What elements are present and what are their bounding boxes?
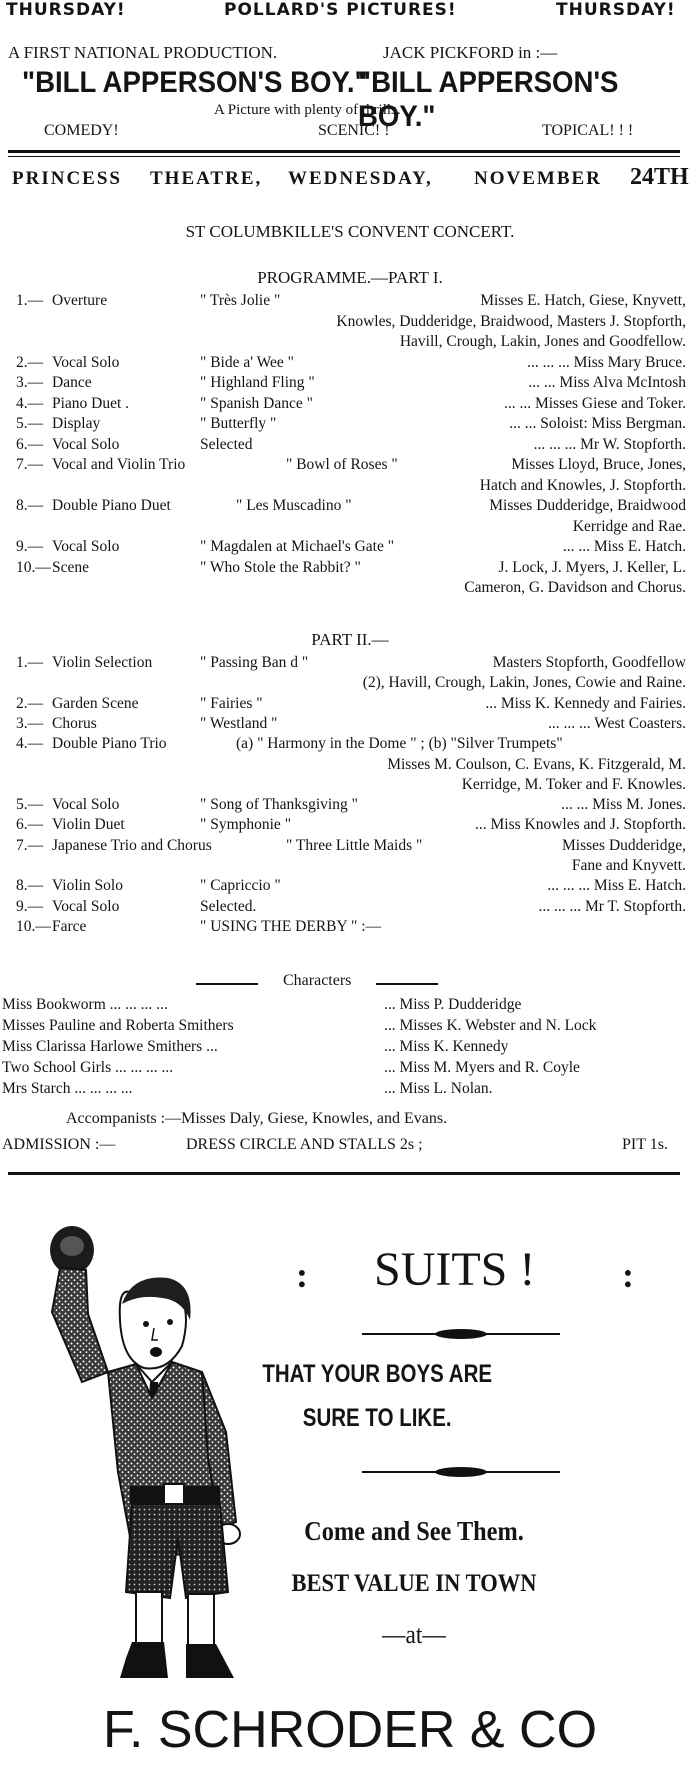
programme-item: Vocal and Violin Trio bbox=[52, 456, 186, 473]
programme-number: 8.— bbox=[16, 497, 44, 514]
pollards-production: A FIRST NATIONAL PRODUCTION. bbox=[8, 43, 278, 62]
programme-row bbox=[0, 756, 700, 778]
programme-row bbox=[0, 477, 700, 499]
colon-right: : bbox=[622, 1255, 634, 1295]
programme-performers: ... ... ... Mr W. Stopforth. bbox=[533, 435, 686, 453]
programme-piece: " USING THE DERBY " :— bbox=[200, 917, 382, 935]
programme-piece: " Fairies " bbox=[200, 694, 263, 712]
character-actor: ... Miss M. Myers and R. Coyle bbox=[384, 1059, 580, 1076]
suits-line-2 bbox=[0, 1404, 700, 1433]
programme-piece: " Highland Fling " bbox=[200, 374, 315, 391]
firm-name: F. SCHRODER & CO bbox=[102, 1701, 598, 1759]
programme-row bbox=[0, 918, 700, 940]
accompanists: Accompanists :—Misses Daly, Giese, Knowles, and Evans. bbox=[66, 1110, 448, 1127]
programme-item: Violin Duet bbox=[52, 816, 125, 834]
suits-line-4 bbox=[0, 1570, 700, 1598]
programme-number: 4.— bbox=[16, 394, 44, 412]
programme-continuation: Fane and Knyvett. bbox=[571, 857, 686, 874]
programme-number: 8.— bbox=[16, 877, 44, 895]
programme-row bbox=[0, 395, 700, 417]
character-actor: ... Misses K. Webster and N. Lock bbox=[384, 1017, 597, 1034]
suits-line-1-text: THAT YOUR BOYS ARE bbox=[262, 1360, 493, 1388]
programme-piece: " Bowl of Roses " bbox=[286, 456, 398, 473]
programme-piece: Selected bbox=[200, 435, 253, 453]
character-row bbox=[0, 996, 700, 1018]
programme-item: Double Piano Duet bbox=[52, 497, 171, 514]
character-role: Mrs Starch ... ... ... ... bbox=[2, 1080, 133, 1097]
ornament-rule-1 bbox=[360, 1326, 562, 1342]
princess-heading-2: THEATRE, bbox=[150, 168, 263, 189]
programme-performers: J. Lock, J. Myers, J. Keller, L. bbox=[498, 558, 686, 576]
programme-piece: " Très Jolie " bbox=[200, 292, 281, 309]
programme-piece: " Capriccio " bbox=[200, 877, 281, 895]
programme-row bbox=[0, 374, 700, 396]
programme-piece: " Who Stole the Rabbit? " bbox=[200, 558, 361, 576]
pollards-film-left: "BILL APPERSON'S BOY." bbox=[22, 66, 368, 99]
programme-performers: ... ... ... West Coasters. bbox=[548, 714, 686, 732]
pollards-title: POLLARD'S PICTURES! bbox=[224, 0, 457, 20]
programme-item: Farce bbox=[52, 917, 87, 935]
programme-piece: " Westland " bbox=[200, 714, 278, 732]
boy-illustration bbox=[22, 1222, 272, 1682]
programme-row bbox=[0, 518, 700, 540]
programme-row bbox=[0, 538, 700, 560]
programme-row bbox=[0, 674, 700, 696]
character-row bbox=[0, 1080, 700, 1102]
princess-event: ST COLUMBKILLE'S CONVENT CONCERT. bbox=[185, 222, 515, 241]
programme-number: 7.— bbox=[16, 836, 44, 854]
character-row bbox=[0, 1038, 700, 1060]
programme-row bbox=[0, 898, 700, 920]
programme-number: 2.— bbox=[16, 353, 44, 371]
programme-row bbox=[0, 816, 700, 838]
princess-heading-1: PRINCESS bbox=[12, 168, 122, 189]
programme-performers: ... Miss Knowles and J. Stopforth. bbox=[475, 816, 686, 834]
admission-prices: DRESS CIRCLE AND STALLS 2s ; bbox=[186, 1136, 423, 1153]
programme-item: Dance bbox=[52, 374, 92, 391]
programme-item: Piano Duet . bbox=[52, 394, 130, 412]
separator-rule-thin bbox=[8, 156, 680, 157]
pit-price: PIT 1s. bbox=[622, 1136, 668, 1153]
character-role: Misses Pauline and Roberta Smithers bbox=[2, 1017, 234, 1034]
separator-rule-bottom bbox=[8, 1172, 680, 1175]
suits-line-4-text: BEST VALUE IN TOWN bbox=[291, 1570, 537, 1597]
programme-row bbox=[0, 735, 700, 757]
programme-row bbox=[0, 354, 700, 376]
programme-row bbox=[0, 857, 700, 879]
programme-row bbox=[0, 436, 700, 458]
programme-number: 9.— bbox=[16, 897, 44, 915]
programme-number: 10.— bbox=[16, 917, 51, 935]
programme-performers: ... ... Miss M. Jones. bbox=[561, 796, 686, 814]
programme-performers: ... Miss K. Kennedy and Fairies. bbox=[485, 694, 686, 712]
characters-title: Characters bbox=[283, 972, 352, 989]
programme-item: Vocal Solo bbox=[52, 435, 120, 453]
programme-number: 4.— bbox=[16, 735, 44, 753]
programme-row bbox=[0, 695, 700, 717]
characters-rule-right bbox=[376, 983, 438, 985]
character-role: Miss Clarissa Harlowe Smithers ... bbox=[2, 1038, 218, 1055]
programme-number: 5.— bbox=[16, 415, 44, 432]
programme-piece: (a) " Harmony in the Dome " ; (b) "Silver Trumpets" bbox=[236, 735, 563, 753]
programme-number: 10.— bbox=[16, 558, 51, 576]
programme-number: 1.— bbox=[16, 654, 44, 671]
programme-item: Scene bbox=[52, 558, 90, 576]
princess-date: 24TH bbox=[630, 164, 689, 190]
programme-row bbox=[0, 796, 700, 818]
programme-item: Overture bbox=[52, 292, 108, 309]
admission-label: ADMISSION :— bbox=[2, 1136, 116, 1153]
programme-row bbox=[0, 333, 700, 355]
programme-row bbox=[0, 292, 700, 314]
pollards-star: JACK PICKFORD in :— bbox=[383, 43, 558, 62]
programme-piece: Selected. bbox=[200, 897, 257, 915]
character-role: Two School Girls ... ... ... ... bbox=[2, 1059, 174, 1076]
programme-performers: ... ... Misses Giese and Toker. bbox=[503, 394, 686, 412]
suits-line-1 bbox=[0, 1360, 700, 1389]
programme-row bbox=[0, 313, 700, 335]
programme-performers: Misses E. Hatch, Giese, Knyvett, bbox=[480, 292, 686, 309]
programme-row bbox=[0, 497, 700, 519]
programme-row bbox=[0, 837, 700, 859]
princess-heading-3: WEDNESDAY, bbox=[288, 168, 433, 189]
programme-piece: " Passing Ban d " bbox=[200, 654, 309, 671]
programme-performers: ... ... Soloist: Miss Bergman. bbox=[509, 415, 686, 432]
programme-continuation: Kerridge and Rae. bbox=[572, 517, 686, 535]
programme-number: 6.— bbox=[16, 816, 44, 834]
character-actor: ... Miss K. Kennedy bbox=[384, 1038, 509, 1055]
pollards-day-right: THURSDAY! bbox=[556, 0, 676, 20]
programme-piece: " Song of Thanksgiving " bbox=[200, 796, 358, 814]
programme-piece: " Bide a' Wee " bbox=[200, 353, 294, 371]
suits-line-3-text: Come and See Them. bbox=[304, 1516, 524, 1546]
character-actor: ... Miss L. Nolan. bbox=[384, 1080, 493, 1097]
programme-piece: " Spanish Dance " bbox=[200, 394, 313, 412]
programme-performers: Misses Dudderidge, bbox=[562, 836, 686, 854]
programme-piece: " Three Little Maids " bbox=[286, 836, 423, 854]
programme-number: 3.— bbox=[16, 374, 44, 391]
suits-line-2-text: SURE TO LIKE. bbox=[302, 1404, 452, 1432]
princess-heading-4: NOVEMBER bbox=[474, 168, 602, 189]
programme-piece: " Butterfly " bbox=[200, 415, 277, 432]
programme-row bbox=[0, 776, 700, 798]
pollards-extra-comedy: COMEDY! bbox=[44, 122, 119, 139]
part2-title: PART II.— bbox=[311, 630, 389, 649]
programme-continuation: (2), Havill, Crough, Lakin, Jones, Cowie and Raine. bbox=[362, 674, 686, 692]
character-row bbox=[0, 1017, 700, 1039]
programme-piece: " Magdalen at Michael's Gate " bbox=[200, 538, 395, 555]
programme-continuation: Kerridge, M. Toker and F. Knowles. bbox=[461, 775, 686, 793]
programme-number: 2.— bbox=[16, 694, 44, 712]
programme-performers: ... ... ... Mr T. Stopforth. bbox=[538, 897, 686, 915]
programme-performers: ... ... Miss E. Hatch. bbox=[562, 538, 686, 555]
programme-item: Vocal Solo bbox=[52, 353, 120, 371]
suits-line-5-text: —at— bbox=[382, 1620, 446, 1649]
programme-item: Display bbox=[52, 415, 101, 432]
character-actor: ... Miss P. Dudderidge bbox=[384, 996, 522, 1013]
programme-continuation: Havill, Crough, Lakin, Jones and Goodfellow. bbox=[399, 333, 686, 350]
programme-number: 5.— bbox=[16, 796, 44, 814]
programme-performers: Misses Dudderidge, Braidwood bbox=[489, 497, 686, 514]
programme-item: Violin Selection bbox=[52, 654, 153, 671]
programme-piece: " Symphonie " bbox=[200, 816, 292, 834]
part1-title: PROGRAMME.—PART I. bbox=[257, 268, 443, 287]
programme-number: 3.— bbox=[16, 714, 44, 732]
separator-rule bbox=[8, 150, 680, 153]
suits-headline: SUITS ! bbox=[374, 1243, 536, 1296]
programme-performers: ... ... ... Miss E. Hatch. bbox=[547, 877, 686, 895]
pollards-extra-scenic: SCENIC! ! bbox=[318, 122, 390, 139]
programme-row bbox=[0, 715, 700, 737]
programme-row bbox=[0, 654, 700, 676]
programme-row bbox=[0, 559, 700, 581]
programme-item: Garden Scene bbox=[52, 694, 139, 712]
characters-rule-left bbox=[196, 983, 258, 985]
programme-row bbox=[0, 877, 700, 899]
programme-row bbox=[0, 456, 700, 478]
programme-number: 1.— bbox=[16, 292, 44, 309]
programme-number: 6.— bbox=[16, 435, 44, 453]
programme-performers: Masters Stopforth, Goodfellow bbox=[492, 654, 686, 671]
pollards-film-right: "BILL APPERSON'S BOY." bbox=[358, 66, 619, 133]
programme-item: Chorus bbox=[52, 714, 97, 732]
programme-piece: " Les Muscadino " bbox=[236, 497, 352, 514]
programme-item: Vocal Solo bbox=[52, 897, 120, 915]
programme-item: Violin Solo bbox=[52, 877, 123, 895]
suits-line-5 bbox=[0, 1620, 700, 1650]
pollards-day-left: THURSDAY! bbox=[6, 0, 126, 20]
pollards-extra-topical: TOPICAL! ! ! bbox=[542, 122, 634, 139]
programme-number: 9.— bbox=[16, 538, 44, 555]
programme-continuation: Hatch and Knowles, J. Stopforth. bbox=[479, 476, 686, 494]
programme-row bbox=[0, 579, 700, 601]
programme-continuation: Cameron, G. Davidson and Chorus. bbox=[464, 579, 686, 596]
ornament-rule-2 bbox=[360, 1464, 562, 1480]
suits-line-3 bbox=[0, 1516, 700, 1547]
programme-row bbox=[0, 415, 700, 437]
colon-left: : bbox=[296, 1255, 308, 1295]
programme-item: Japanese Trio and Chorus bbox=[52, 836, 212, 854]
programme-item: Double Piano Trio bbox=[52, 735, 167, 753]
programme-continuation: Misses M. Coulson, C. Evans, K. Fitzgerald, M. bbox=[387, 755, 686, 773]
programme-performers: ... ... ... Miss Mary Bruce. bbox=[527, 353, 686, 371]
programme-item: Vocal Solo bbox=[52, 538, 120, 555]
programme-performers: ... ... Miss Alva McIntosh bbox=[528, 374, 686, 391]
programme-number: 7.— bbox=[16, 456, 44, 473]
programme-continuation: Knowles, Dudderidge, Braidwood, Masters J. Stopforth, bbox=[336, 312, 686, 330]
character-row bbox=[0, 1059, 700, 1081]
programme-item: Vocal Solo bbox=[52, 796, 120, 814]
programme-performers: Misses Lloyd, Bruce, Jones, bbox=[511, 456, 686, 473]
pollards-tagline: A Picture with plenty of thrills. bbox=[214, 102, 401, 118]
character-role: Miss Bookworm ... ... ... ... bbox=[2, 996, 168, 1013]
